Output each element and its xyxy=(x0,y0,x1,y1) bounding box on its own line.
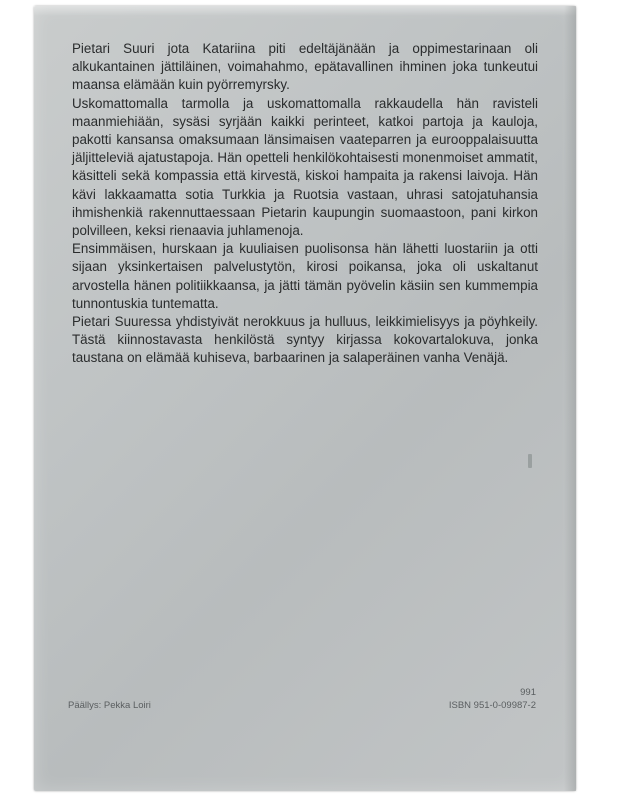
cover-edge-mark xyxy=(528,454,532,468)
publication-info xyxy=(449,686,536,712)
blurb-paragraph-1: Pietari Suuri jota Katariina piti edeltäjänään ja oppimestarinaan oli alkukantainen jättiläinen, voimahahmo, epätavallinen ihminen joka tunkeutui maansa elämään kuin pyörremyrsky. xyxy=(72,41,538,93)
print-code: 991 xyxy=(520,687,536,698)
cover-credit: Päällys: Pekka Loiri xyxy=(68,700,151,711)
blurb-paragraph-4: Pietari Suuressa yhdistyivät nerokkuus ja hulluus, leikkimielisyys ja pöyhkeily. Tästä kiinnostavasta henkilöstä syntyy kirjassa kokovartalokuva, jonka taustana on elämää kuhiseva, barbaarinen ja salaperäinen vanha Venäjä. xyxy=(72,314,538,366)
blurb-paragraph-3: Ensimmäisen, hurskaan ja kuuliaisen puolisonsa hän lähetti luostariin ja otti sijaan yksinkertaisen palvelustytön, kirosi poikansa, joka oli uskaltanut arvostella hänen politiikkaansa, ja jätti tämän pyövelin käsiin sen kummempia tunnontuskia tuntematta. xyxy=(72,241,538,311)
cover-blurb xyxy=(72,40,538,368)
blurb-paragraph-2: Uskomattomalla tarmolla ja uskomattomalla rakkaudella hän ravisteli maanmiehiään, sysäsi syrjään kaikki perinteet, katkoi partoja ja kauloja, pakotti kansansa omaksumaan länsimaisen vaateparren ja eurooppalaisuutta jäljitteleviä ajatustapoja. Hän opetteli henkilökohtaisesti monenmoiset ammatit, käsitteli sekä kompassia että kirvestä, kiskoi hampaita ja rakensi laivoja. Hän kävi lakkaamatta sotia Turkkia ja Ruotsia vastaan, uhrasi satojatuhansia ihmishenkiä rakennuttaessaan Pietarin kaupungin suomaastoon, pani kirkon polvilleen, keksi rienaavia juhlamenoja. xyxy=(72,95,538,239)
isbn: ISBN 951-0-09987-2 xyxy=(448,700,536,711)
